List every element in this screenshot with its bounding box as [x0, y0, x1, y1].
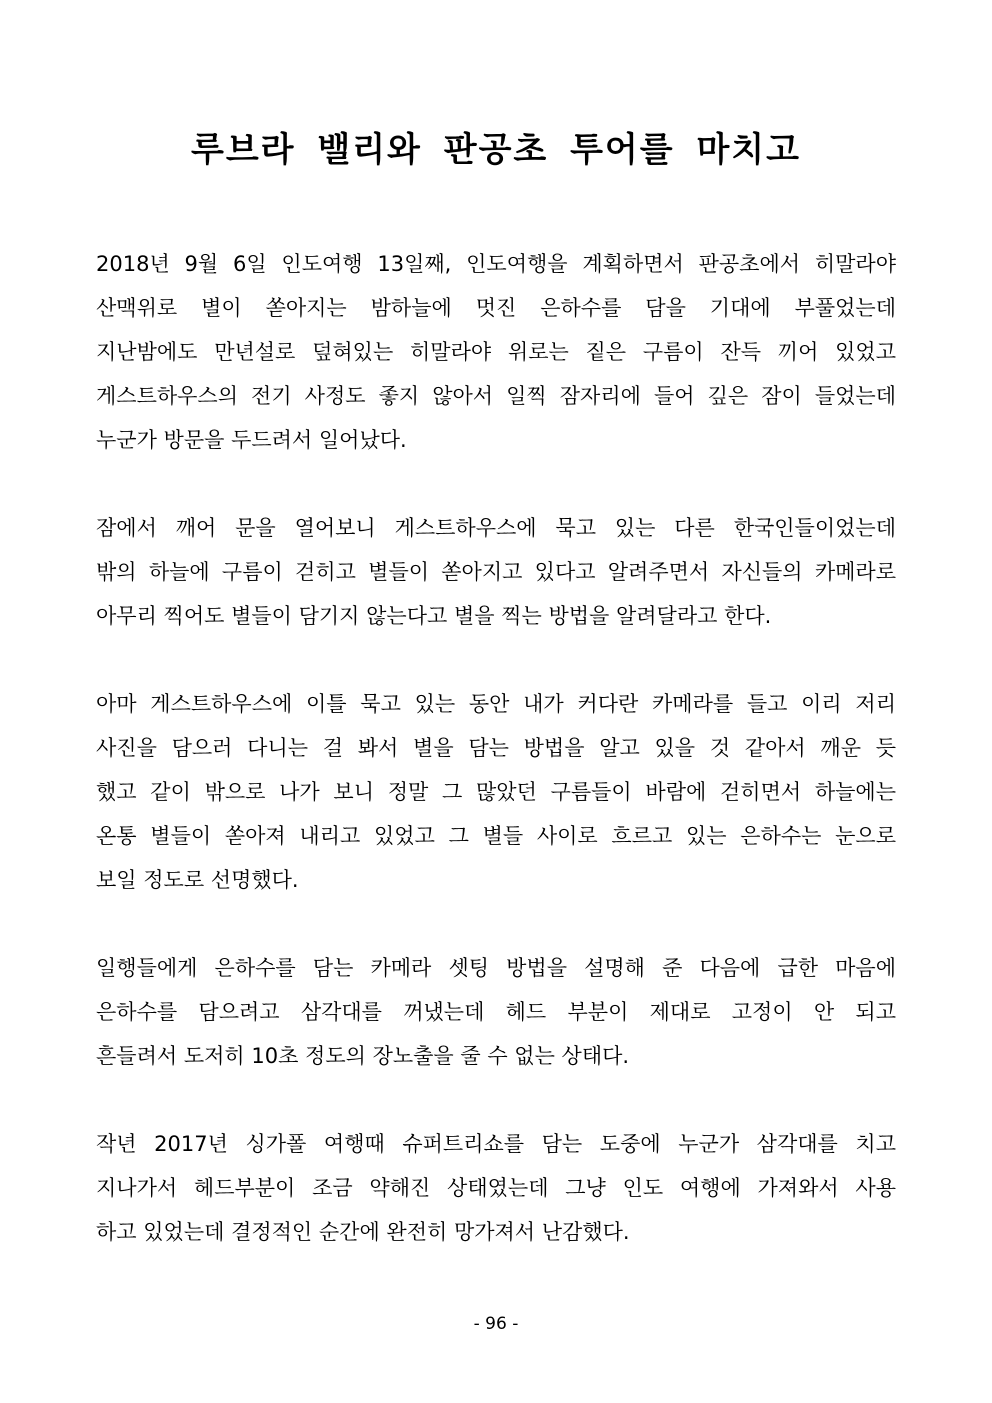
text-line: 은하수를 담으려고 삼각대를 꺼냈는데 헤드 부분이 제대로 고정이 안 되고	[96, 1000, 896, 1024]
text-line: 흔들려서 도저히 10초 정도의 장노출을 줄 수 없는 상태다.	[96, 1044, 630, 1068]
text-line: 지나가서 헤드부분이 조금 약해진 상태였는데 그냥 인도 여행에 가져와서 사용	[96, 1176, 896, 1200]
text-line: 산맥위로 별이 쏟아지는 밤하늘에 멋진 은하수를 담을 기대에 부풀었는데	[96, 296, 896, 320]
text-line: 사진을 담으러 다니는 걸 봐서 별을 담는 방법을 알고 있을 것 같아서 깨운 듯	[96, 736, 896, 760]
text-line: 보일 정도로 선명했다.	[96, 868, 299, 892]
paragraph-3	[96, 682, 896, 902]
text-line: 밖의 하늘에 구름이 걷히고 별들이 쏟아지고 있다고 알려주면서 자신들의 카메라로	[96, 560, 896, 584]
text-line: 게스트하우스의 전기 사정도 좋지 않아서 일찍 잠자리에 들어 깊은 잠이 들었는데	[96, 384, 896, 408]
paragraph-4	[96, 946, 896, 1078]
text-line: 작년 2017년 싱가폴 여행때 슈퍼트리쇼를 담는 도중에 누군가 삼각대를 치고	[96, 1132, 896, 1156]
text-line: 했고 같이 밖으로 나가 보니 정말 그 많았던 구름들이 바람에 걷히면서 하늘에는	[96, 780, 896, 804]
paragraph-2	[96, 506, 896, 638]
text-line: 온통 별들이 쏟아져 내리고 있었고 그 별들 사이로 흐르고 있는 은하수는 눈으로	[96, 824, 896, 848]
text-line: 누군가 방문을 두드려서 일어났다.	[96, 428, 407, 452]
paragraph-5	[96, 1122, 896, 1254]
paragraph-1	[96, 242, 896, 462]
text-line: 일행들에게 은하수를 담는 카메라 셋팅 방법을 설명해 준 다음에 급한 마음에	[96, 956, 896, 980]
page-number: - 96 -	[473, 1314, 519, 1334]
page-title: 루브라 밸리와 판공초 투어를 마치고	[190, 130, 801, 170]
text-line: 아무리 찍어도 별들이 담기지 않는다고 별을 찍는 방법을 알려달라고 한다.	[96, 604, 772, 628]
text-line: 하고 있었는데 결정적인 순간에 완전히 망가져서 난감했다.	[96, 1220, 630, 1244]
text-line: 아마 게스트하우스에 이틀 묵고 있는 동안 내가 커다란 카메라를 들고 이리 저리	[96, 692, 896, 716]
text-line: 지난밤에도 만년설로 덮혀있는 히말라야 위로는 짙은 구름이 잔득 끼어 있었고	[96, 340, 896, 364]
text-line: 잠에서 깨어 문을 열어보니 게스트하우스에 묵고 있는 다른 한국인들이었는데	[96, 516, 896, 540]
body-text	[96, 242, 896, 1298]
text-line: 2018년 9월 6일 인도여행 13일째, 인도여행을 계획하면서 판공초에서 히말라야	[96, 252, 896, 276]
